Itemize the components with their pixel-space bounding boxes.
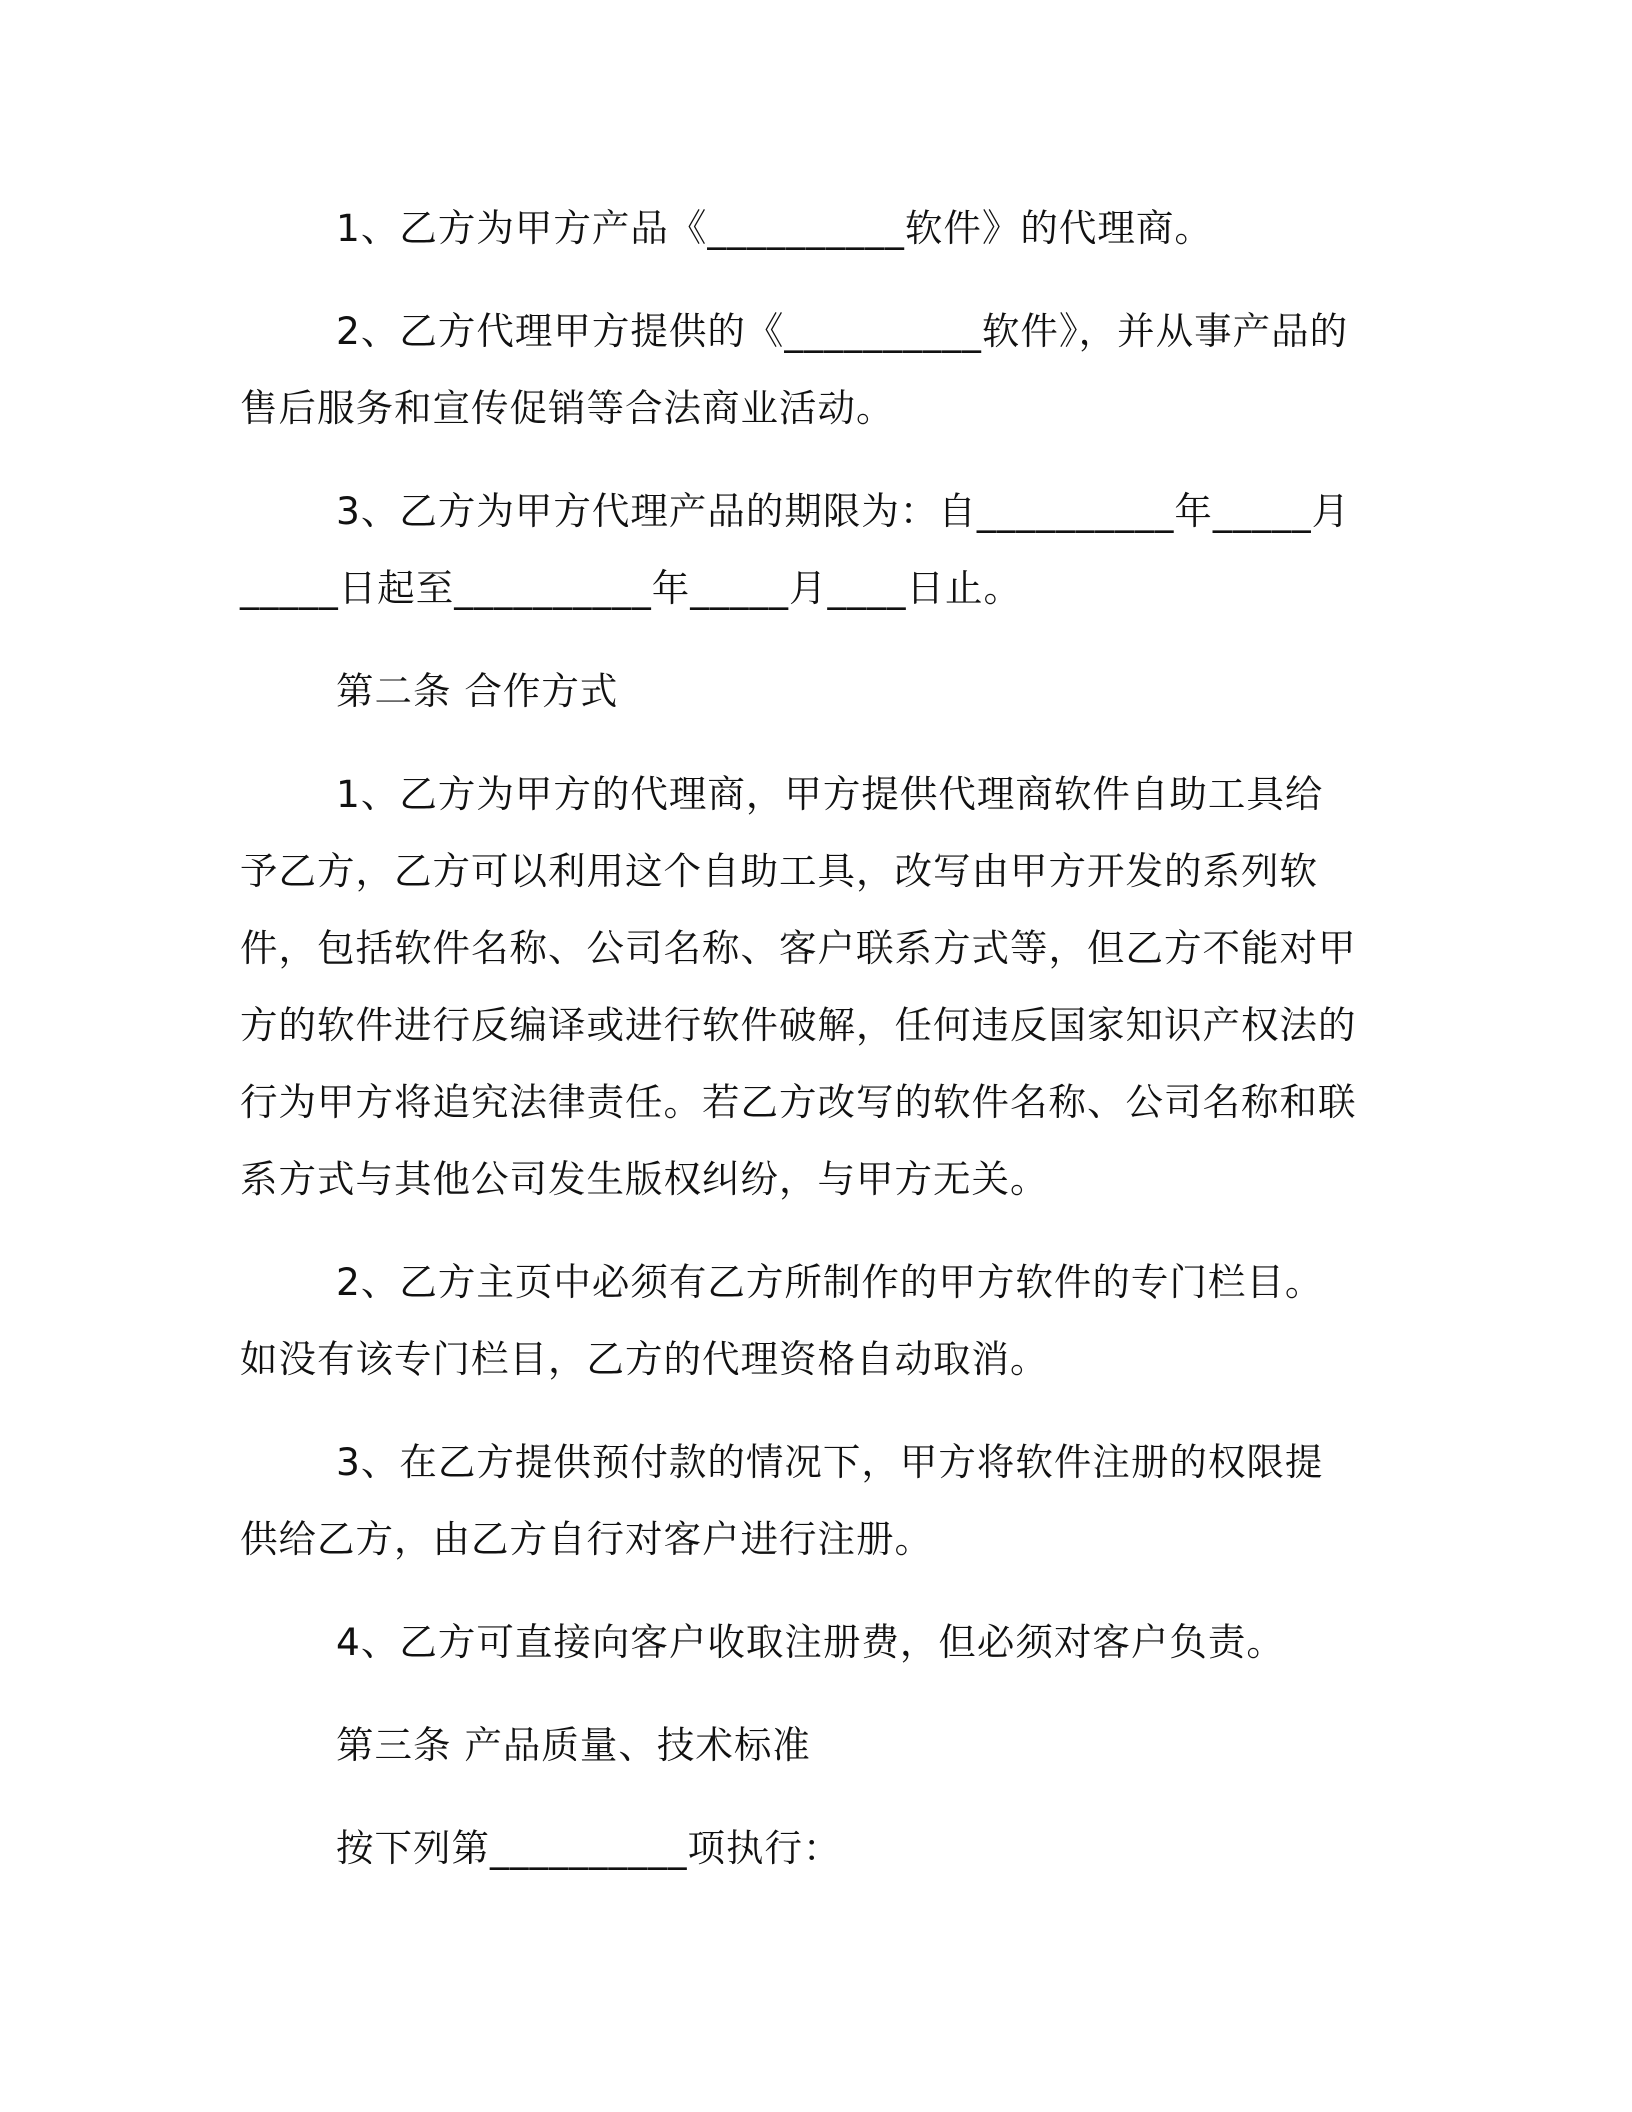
clause-3-intro: 按下列第__________项执行： — [336, 1826, 842, 1870]
clause-1-1: 1、乙方为甲方产品《__________软件》的代理商。 — [336, 206, 1213, 250]
article-3-heading: 第三条 产品质量、技术标准 — [336, 1723, 811, 1767]
clause-1-3: 3、乙方为甲方代理产品的期限为：自__________年_____月_____日起至__________年_____月____日止。 — [240, 489, 1351, 610]
document-body — [240, 190, 1360, 1913]
article-2-heading: 第二条 合作方式 — [336, 669, 619, 713]
clause-2-2: 2、乙方主页中必须有乙方所制作的甲方软件的专门栏目。如没有该专门栏目，乙方的代理资格自动取消。 — [240, 1260, 1324, 1381]
clause-1-2: 2、乙方代理甲方提供的《__________软件》，并从事产品的售后服务和宣传促销等合法商业活动。 — [240, 309, 1349, 430]
clause-2-1: 1、乙方为甲方的代理商，甲方提供代理商软件自助工具给予乙方，乙方可以利用这个自助工具，改写由甲方开发的系列软件，包括软件名称、公司名称、客户联系方式等，但乙方不能对甲方的软件进行反编译或进行软件破解，任何违反国家知识产权法的行为甲方将追究法律责任。若乙方改写的软件名称、公司名称和联系方式与其他公司发生版权纠纷，与甲方无关。 — [240, 772, 1357, 1201]
clause-2-3: 3、在乙方提供预付款的情况下，甲方将软件注册的权限提供给乙方，由乙方自行对客户进行注册。 — [240, 1440, 1324, 1561]
clause-2-4: 4、乙方可直接向客户收取注册费，但必须对客户负责。 — [336, 1620, 1285, 1664]
